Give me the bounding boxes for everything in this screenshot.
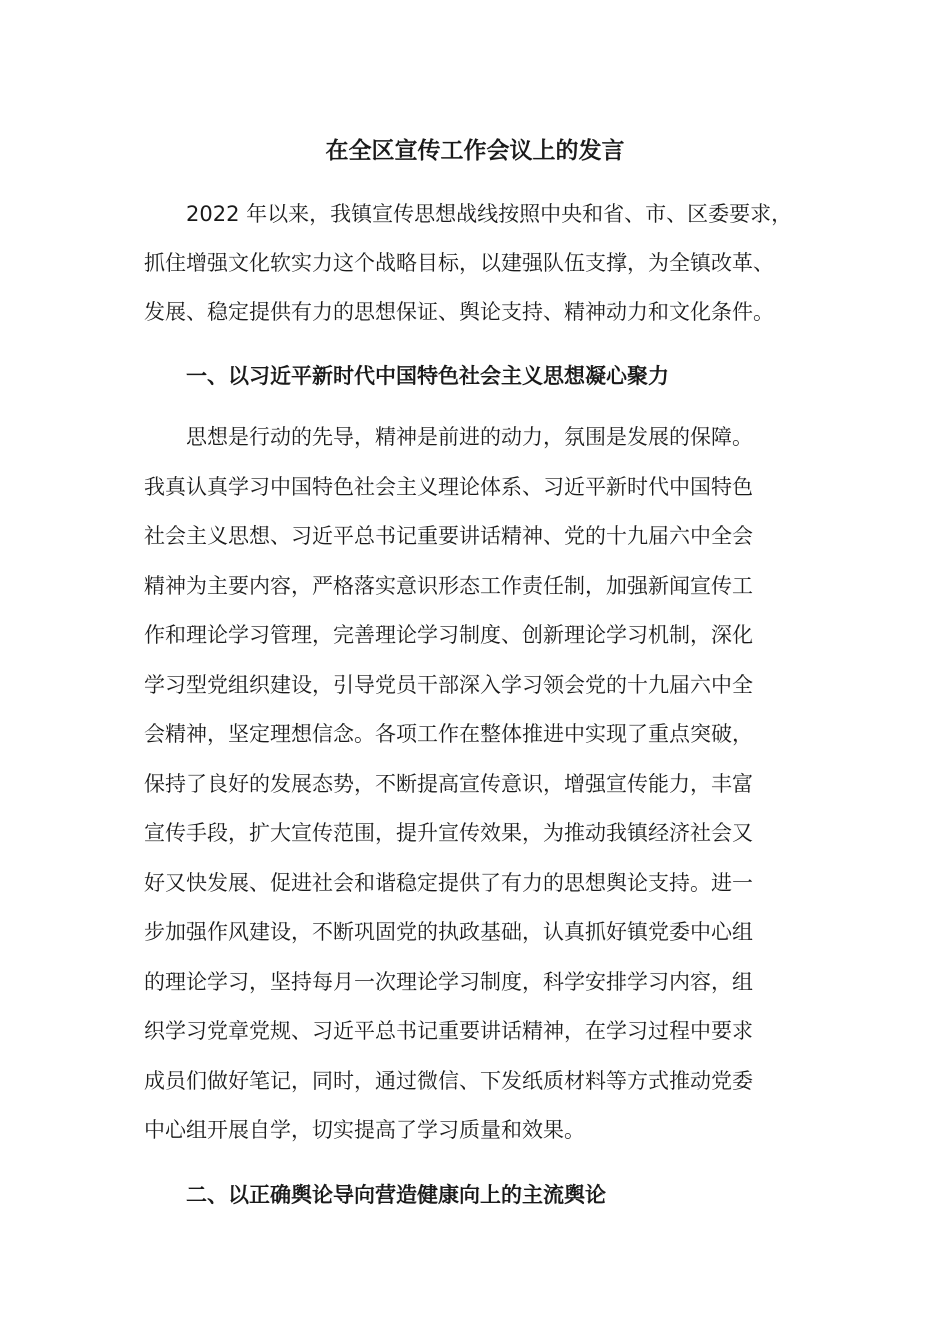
intro-line-3: 发展、稳定提供有力的思想保证、舆论支持、精神动力和文化条件。 <box>144 300 774 324</box>
section1-line-2: 我真认真学习中国特色社会主义理论体系、习近平新时代中国特色 <box>144 475 753 499</box>
section1-line-9: 宣传手段，扩大宣传范围，提升宣传效果，为推动我镇经济社会又 <box>144 821 753 845</box>
section1-line-15: 中心组开展自学，切实提高了学习质量和效果。 <box>144 1118 585 1142</box>
section1-line-11: 步加强作风建设，不断巩固党的执政基础，认真抓好镇党委中心组 <box>144 920 753 944</box>
intro-line-1: 2022 年以来，我镇宣传思想战线按照中央和省、市、区委要求， <box>186 202 793 226</box>
section1-line-5: 作和理论学习管理，完善理论学习制度、创新理论学习机制，深化 <box>144 623 753 647</box>
section1-line-3: 社会主义思想、习近平总书记重要讲话精神、党的十九届六中全会 <box>144 524 753 548</box>
section1-line-6: 学习型党组织建设，引导党员干部深入学习领会党的十九届六中全 <box>144 673 753 697</box>
section1-heading: 一、以习近平新时代中国特色社会主义思想凝心聚力 <box>186 364 669 388</box>
section1-line-8: 保持了良好的发展态势，不断提高宣传意识，增强宣传能力，丰富 <box>144 772 753 796</box>
section1-line-7: 会精神，坚定理想信念。各项工作在整体推进中实现了重点突破， <box>144 722 753 746</box>
section1-line-4: 精神为主要内容，严格落实意识形态工作责任制，加强新闻宣传工 <box>144 574 753 598</box>
document-title: 在全区宣传工作会议上的发言 <box>325 138 625 164</box>
intro-line-2: 抓住增强文化软实力这个战略目标，以建强队伍支撑，为全镇改革、 <box>144 251 774 275</box>
section1-line-10: 好又快发展、促进社会和谐稳定提供了有力的思想舆论支持。进一 <box>144 871 753 895</box>
section1-line-12: 的理论学习，坚持每月一次理论学习制度，科学安排学习内容，组 <box>144 970 753 994</box>
section2-heading: 二、以正确舆论导向营造健康向上的主流舆论 <box>186 1183 606 1207</box>
section1-line-13: 织学习党章党规、习近平总书记重要讲话精神，在学习过程中要求 <box>144 1019 753 1043</box>
section1-line-14: 成员们做好笔记，同时，通过微信、下发纸质材料等方式推动党委 <box>144 1069 753 1093</box>
section1-line-1: 思想是行动的先导，精神是前进的动力，氛围是发展的保障。 <box>186 425 753 449</box>
